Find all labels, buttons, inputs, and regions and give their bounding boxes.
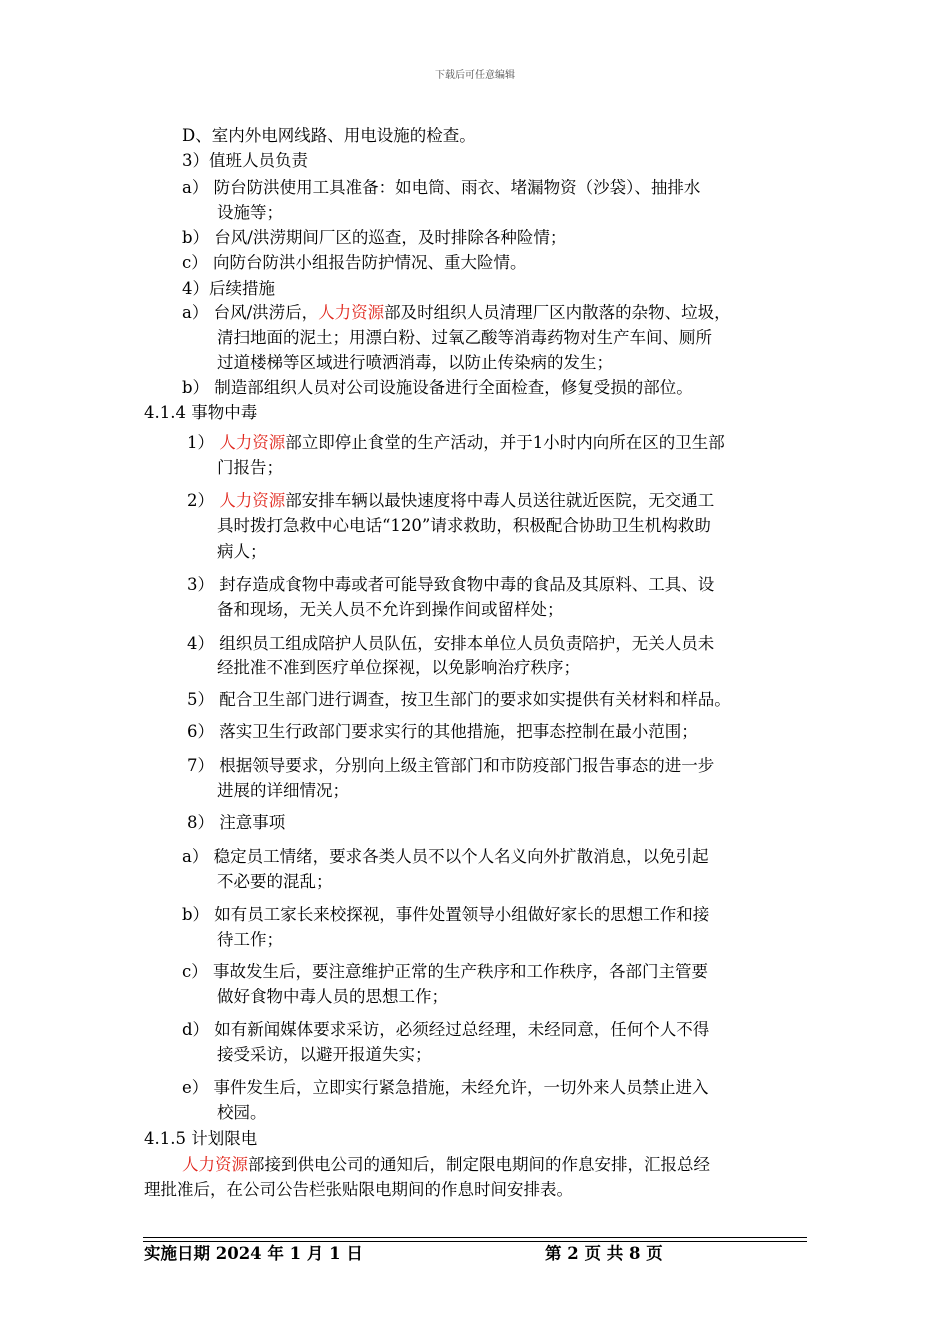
text-line bbox=[217, 514, 711, 538]
text-line bbox=[182, 960, 708, 984]
text-line bbox=[217, 985, 448, 1009]
line-text: 经批准不准到医疗单位探视，以免影响治疗秩序； bbox=[217, 658, 580, 677]
text-line bbox=[182, 277, 275, 301]
line-text: 7） 根据领导要求，分别向上级主管部门和市防疫部门报告事态的进一步 bbox=[187, 756, 715, 775]
text-line bbox=[217, 656, 580, 680]
line-text: b） 台风/洪涝期间厂区的巡查，及时排除各种险情； bbox=[182, 228, 567, 247]
footer-implementation-date: 实施日期 2024 年 1 月 1 日 bbox=[144, 1244, 363, 1263]
text-line bbox=[187, 431, 725, 455]
text-line bbox=[217, 326, 712, 350]
text-line bbox=[217, 598, 564, 622]
text-line bbox=[217, 779, 349, 803]
footer-divider-thin bbox=[143, 1241, 807, 1242]
line-text: 部及时组织人员清理厂区内散落的杂物、垃圾， bbox=[384, 303, 731, 322]
text-line bbox=[182, 1153, 710, 1177]
line-text: a） 稳定员工情绪，要求各类人员不以个人名义向外扩散消息，以免引起 bbox=[182, 847, 709, 866]
line-text: b） 制造部组织人员对公司设施设备进行全面检查，修复受损的部位。 bbox=[182, 378, 693, 397]
line-text: 接受采访，以避开报道失实； bbox=[217, 1045, 432, 1064]
text-line bbox=[182, 124, 476, 148]
text-line bbox=[217, 201, 283, 225]
line-text: D、室内外电网线路、用电设施的检查。 bbox=[182, 126, 476, 145]
line-text: c） 事故发生后，要注意维护正常的生产秩序和工作秩序，各部门主管要 bbox=[182, 962, 708, 981]
line-text: 部立即停止食堂的生产活动，并于1小时内向所在区的卫生部 bbox=[285, 433, 725, 452]
text-line bbox=[217, 351, 613, 375]
line-text: 3） 封存造成食物中毒或者可能导致食物中毒的食品及其原料、工具、设 bbox=[187, 575, 715, 594]
text-line bbox=[187, 573, 714, 597]
text-line bbox=[217, 928, 283, 952]
highlighted-dept-name: 人力资源 bbox=[318, 303, 385, 322]
text-line bbox=[144, 401, 257, 425]
text-line bbox=[144, 1127, 257, 1151]
highlighted-dept-name: 人力资源 bbox=[219, 433, 286, 452]
line-text: 8） 注意事项 bbox=[187, 813, 286, 832]
text-line bbox=[182, 1076, 709, 1100]
text-line bbox=[182, 149, 308, 173]
line-text: 校园。 bbox=[217, 1103, 267, 1122]
line-text: 具时拨打急救中心电话“120”请求救助，积极配合协助卫生机构救助 bbox=[217, 516, 711, 535]
line-text: 清扫地面的泥土；用漂白粉、过氧乙酸等消毒药物对生产车间、厕所 bbox=[217, 328, 712, 347]
line-text: 门报告； bbox=[217, 458, 283, 477]
text-line bbox=[217, 540, 267, 564]
line-text: 5） 配合卫生部门进行调查，按卫生部门的要求如实提供有关材料和样品。 bbox=[187, 690, 731, 709]
text-line bbox=[182, 226, 566, 250]
line-text: 6） 落实卫生行政部门要求实行的其他措施，把事态控制在最小范围； bbox=[187, 722, 698, 741]
footer-page-number: 第 2 页 共 8 页 bbox=[545, 1244, 663, 1263]
line-text: 待工作； bbox=[217, 930, 283, 949]
line-text: 病人； bbox=[217, 542, 267, 561]
line-text: 1） bbox=[187, 433, 220, 452]
line-text: a） 防台防洪使用工具准备：如电筒、雨衣、堵漏物资（沙袋）、抽排水 bbox=[182, 178, 701, 197]
footer-divider bbox=[143, 1237, 807, 1238]
line-text: e） 事件发生后，立即实行紧急措施，未经允许，一切外来人员禁止进入 bbox=[182, 1078, 709, 1097]
text-line bbox=[182, 1018, 709, 1042]
line-text: 备和现场，无关人员不允许到操作间或留样处； bbox=[217, 600, 564, 619]
text-line bbox=[182, 376, 693, 400]
line-text: 4）后续措施 bbox=[182, 279, 275, 298]
text-line bbox=[217, 1043, 432, 1067]
line-text: 设施等； bbox=[217, 203, 283, 222]
line-text: 部接到供电公司的通知后，制定限电期间的作息安排，汇报总经 bbox=[248, 1155, 710, 1174]
text-line bbox=[187, 632, 714, 656]
line-text: a） 台风/洪涝后， bbox=[182, 303, 319, 322]
line-text: b） 如有员工家长来校探视，事件处置领导小组做好家长的思想工作和接 bbox=[182, 905, 710, 924]
text-line bbox=[187, 688, 731, 712]
text-line bbox=[182, 903, 709, 927]
highlighted-dept-name: 人力资源 bbox=[219, 491, 286, 510]
text-line bbox=[182, 301, 731, 325]
line-text: 4.1.5 计划限电 bbox=[144, 1129, 258, 1148]
text-line bbox=[217, 1101, 267, 1125]
text-line bbox=[217, 456, 283, 480]
text-line bbox=[187, 489, 714, 513]
page-header: 下载后可任意编辑 bbox=[435, 70, 515, 81]
text-line bbox=[144, 1178, 573, 1202]
line-text: 进展的详细情况； bbox=[217, 781, 349, 800]
line-text: 2） bbox=[187, 491, 220, 510]
text-line bbox=[182, 845, 709, 869]
line-text: 部安排车辆以最快速度将中毒人员送往就近医院，无交通工 bbox=[285, 491, 715, 510]
line-text: 4.1.4 事物中毒 bbox=[144, 403, 258, 422]
text-line bbox=[187, 811, 285, 835]
highlighted-dept-name: 人力资源 bbox=[182, 1155, 248, 1174]
line-text: 不必要的混乱； bbox=[217, 872, 333, 891]
line-text: c） 向防台防洪小组报告防护情况、重大险情。 bbox=[182, 253, 527, 272]
line-text: 理批准后，在公司公告栏张贴限电期间的作息时间安排表。 bbox=[144, 1180, 573, 1199]
text-line bbox=[217, 870, 333, 894]
text-line bbox=[187, 754, 714, 778]
line-text: d） 如有新闻媒体要求采访，必须经过总经理，未经同意，任何个人不得 bbox=[182, 1020, 710, 1039]
text-line bbox=[182, 176, 700, 200]
text-line bbox=[182, 251, 527, 275]
line-text: 过道楼梯等区域进行喷洒消毒，以防止传染病的发生； bbox=[217, 353, 613, 372]
line-text: 3）值班人员负责 bbox=[182, 151, 308, 170]
text-line bbox=[187, 720, 698, 744]
line-text: 4） 组织员工组成陪护人员队伍，安排本单位人员负责陪护，无关人员未 bbox=[187, 634, 715, 653]
line-text: 做好食物中毒人员的思想工作； bbox=[217, 987, 448, 1006]
